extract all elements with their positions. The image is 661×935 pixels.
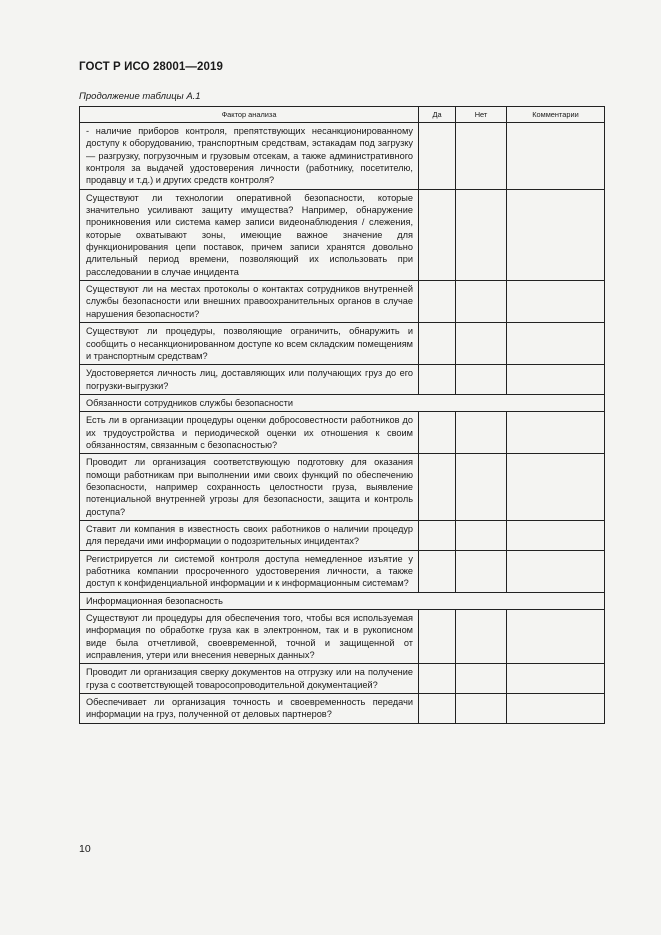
yes-cell [419,323,456,365]
factor-cell: Существуют ли технологии оперативной безопасности, которые значительно усиливают защиту имущества? Например, обнаружение проникновения или система камер записи видеонаблюдения / слежения, которые охватывают зоны, имеющие важное значение для функционирования цепи поставок, причем записи хранятся довольно длительный период времени, позволяющий их использовать при расследовании в случае инцидента [80,189,419,280]
comments-cell [507,189,605,280]
table-row [80,412,605,454]
yes-cell [419,281,456,323]
comments-cell [507,664,605,694]
column-header-factor: Фактор анализа [80,107,419,123]
section-heading: Обязанности сотрудников службы безопасности [80,394,605,411]
yes-cell [419,189,456,280]
factor-cell: Проводит ли организация соответствующую подготовку для оказания помощи работникам при выполнении ими своих функций по обеспечению безопасности, например сохранность целостности груза, выявление потенциальной внутренней угрозы для безопасности, защита и контроль доступа? [80,454,419,521]
comments-cell [507,365,605,395]
table-row [80,189,605,280]
no-cell [456,664,507,694]
table-row [80,281,605,323]
yes-cell [419,365,456,395]
section-row [80,394,605,411]
no-cell [456,412,507,454]
factor-cell: Регистрируется ли системой контроля доступа немедленное изъятие у работника компании просроченного удостоверения личности, а также доступ к конфиденциальной информации и к информационным системам? [80,550,419,592]
page-number: 10 [79,843,91,855]
document-title: ГОСТ Р ИСО 28001—2019 [79,61,224,73]
comments-cell [507,412,605,454]
table-row [80,610,605,664]
yes-cell [419,520,456,550]
comments-cell [507,454,605,521]
no-cell [456,550,507,592]
no-cell [456,323,507,365]
table-header-row [80,107,605,123]
factor-cell: Есть ли в организации процедуры оценки добросовестности работников до их трудоустройства и периодической оценки их отношения к своим обязанностям, связанным с безопасностью? [80,412,419,454]
factor-cell: - наличие приборов контроля, препятствующих несанкционированному доступу к оборудованию, транспортным средствам, эстакадам под загрузку — разгрузку, погрузочным и грузовым отсекам, а также административного контроля за выдачей удостоверения личности (работнику, посетителю, продавцу и т.д.) и других средств контроля? [80,123,419,190]
comments-cell [507,610,605,664]
comments-cell [507,550,605,592]
factor-cell: Существуют ли процедуры для обеспечения того, чтобы вся используемая информация по обработке груза как в электронном, так и в рукописном виде была отчетливой, своевременной, точной и защищенной от исправления, утери или внесения неверных данных? [80,610,419,664]
yes-cell [419,550,456,592]
yes-cell [419,412,456,454]
comments-cell [507,281,605,323]
no-cell [456,454,507,521]
yes-cell [419,610,456,664]
table-row [80,694,605,724]
factor-cell: Проводит ли организация сверку документов на отгрузку или на получение груза с соответствующей товаросопроводительной документацией? [80,664,419,694]
table-row [80,520,605,550]
factor-cell: Удостоверяется личность лиц, доставляющих или получающих груз до его погрузки-выгрузки? [80,365,419,395]
column-header-comments: Комментарии [507,107,605,123]
no-cell [456,281,507,323]
no-cell [456,520,507,550]
no-cell [456,610,507,664]
factor-cell: Существуют ли на местах протоколы о контактах сотрудников внутренней службы безопасности или внешних правоохранительных органов в случае нарушения безопасности? [80,281,419,323]
section-row [80,592,605,609]
table-row [80,550,605,592]
comments-cell [507,323,605,365]
factor-cell: Обеспечивает ли организация точность и своевременность передачи информации на груз, полученной от деловых партнеров? [80,694,419,724]
table-row [80,365,605,395]
no-cell [456,365,507,395]
column-header-no: Нет [456,107,507,123]
no-cell [456,694,507,724]
comments-cell [507,694,605,724]
analysis-table [79,106,605,724]
factor-cell: Существуют ли процедуры, позволяющие ограничить, обнаружить и сообщить о несанкционированном доступе ко всем складским помещениям и транспортным средствам? [80,323,419,365]
yes-cell [419,694,456,724]
table-caption: Продолжение таблицы А.1 [79,91,201,102]
table-row [80,454,605,521]
yes-cell [419,454,456,521]
factor-cell: Ставит ли компания в известность своих работников о наличии процедур для передачи ими информации о подозрительных инцидентах? [80,520,419,550]
table-row [80,323,605,365]
comments-cell [507,520,605,550]
yes-cell [419,123,456,190]
table-row [80,123,605,190]
table-row [80,664,605,694]
column-header-yes: Да [419,107,456,123]
no-cell [456,189,507,280]
yes-cell [419,664,456,694]
section-heading: Информационная безопасность [80,592,605,609]
comments-cell [507,123,605,190]
no-cell [456,123,507,190]
